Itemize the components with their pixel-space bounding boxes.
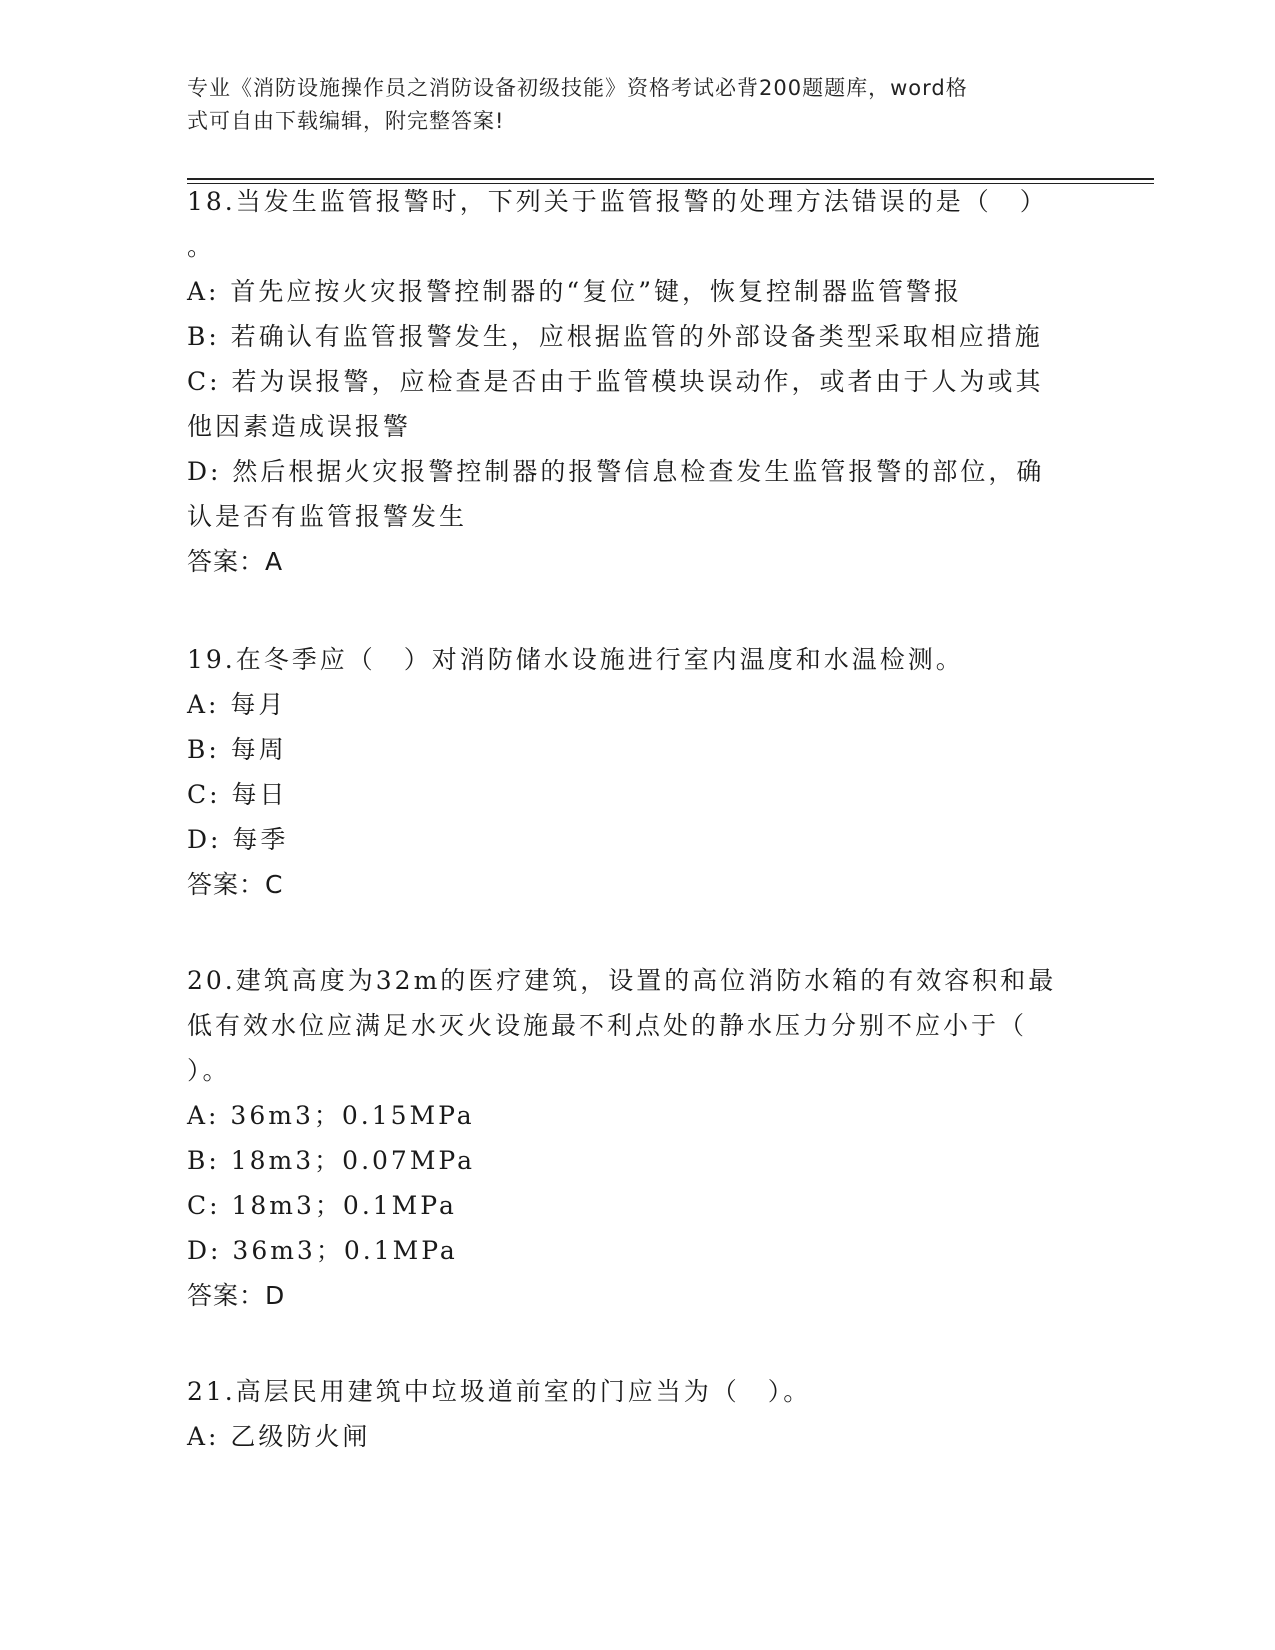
question-stem: ）。: [187, 1056, 231, 1085]
document-header: [187, 72, 1067, 138]
question-21: [187, 1369, 1087, 1459]
question-stem: 低有效水位应满足水灭火设施最不利点处的静水压力分别不应小于（: [187, 1011, 1028, 1040]
option-c: C: 18m3；0.1MPa: [187, 1191, 457, 1220]
option-a: A: 36m3；0.15MPa: [187, 1101, 475, 1130]
option-b: B: 每周: [187, 735, 287, 764]
option-a: A: 每月: [187, 690, 287, 719]
question-stem: 19.在冬季应（ ）对消防储水设施进行室内温度和水温检测。: [187, 645, 964, 674]
question-stem: 。: [187, 232, 216, 261]
option-c: C: 每日: [187, 780, 288, 809]
question-stem: 18.当发生监管报警时，下列关于监管报警的处理方法错误的是（ ）: [187, 187, 1048, 216]
question-19: [187, 637, 1087, 907]
option-c: C: 若为误报警，应检查是否由于监管模块误动作，或者由于人为或其: [187, 367, 1044, 396]
option-d: D: 每季: [187, 825, 289, 854]
answer: 答案：D: [187, 1281, 286, 1310]
option-c-continued: 他因素造成误报警: [187, 412, 412, 441]
option-d-continued: 认是否有监管报警发生: [187, 502, 468, 531]
option-a: A: 乙级防火闸: [187, 1422, 371, 1451]
option-b: B: 若确认有监管报警发生，应根据监管的外部设备类型采取相应措施: [187, 322, 1043, 351]
option-d: D: 然后根据火灾报警控制器的报警信息检查发生监管报警的部位，确: [187, 457, 1045, 486]
question-20: [187, 958, 1087, 1318]
question-stem: 21.高层民用建筑中垃圾道前室的门应当为（ ）。: [187, 1377, 812, 1406]
question-stem: 20.建筑高度为32m的医疗建筑，设置的高位消防水箱的有效容积和最: [187, 966, 1057, 995]
question-18: [187, 179, 1087, 584]
header-line-2: 式可自由下载编辑，附完整答案!: [187, 109, 505, 133]
header-line-1: 专业《消防设施操作员之消防设备初级技能》资格考试必背200题题库，word格: [187, 76, 968, 100]
option-b: B: 18m3；0.07MPa: [187, 1146, 476, 1175]
answer: 答案：C: [187, 870, 284, 899]
option-a: A: 首先应按火灾报警控制器的“复位”键，恢复控制器监管警报: [187, 277, 962, 306]
answer: 答案：A: [187, 547, 284, 576]
option-d: D: 36m3；0.1MPa: [187, 1236, 458, 1265]
